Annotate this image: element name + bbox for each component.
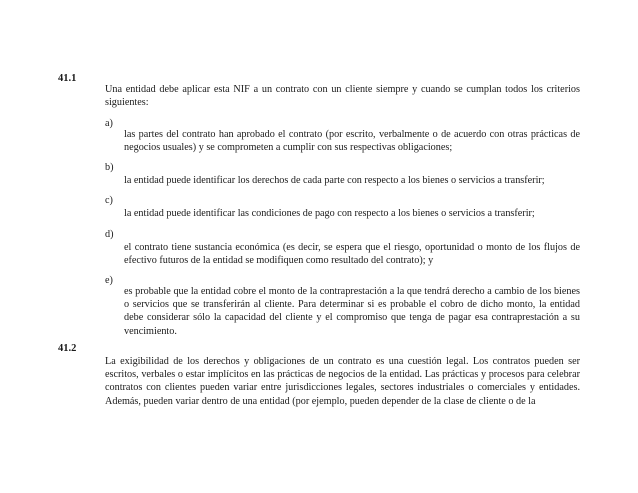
item-d-text: el contrato tiene sustancia económica (es decir, se espera que el riesgo, oportunidad o monto de los flujos de efectivo futuros de la entidad se modifiquen como resultado del contrato); y [124, 242, 580, 267]
section-number-41-1: 41.1 [58, 73, 77, 84]
section-41-2-text: La exigibilidad de los derechos y obligaciones de un contrato es una cuestión legal. Los contratos pueden ser escritos, verbales o estar implícitos en las prácticas de negocios de la entidad. Las prácticas y procesos para celebrar contratos con clientes pueden variar entre jurisdicciones legales, sectores industriales o comerciales y entidades. Además, pueden variar dentro de una entidad (por ejemplo, pueden depender de la clase de cliente o de la [105, 356, 580, 407]
section-41-1-intro: Una entidad debe aplicar esta NIF a un contrato con un cliente siempre y cuando se cumplan todos los criterios siguientes: [105, 84, 580, 109]
item-a-label: a) [105, 118, 113, 129]
item-b-text: la entidad puede identificar los derechos de cada parte con respecto a los bienes o servicios a transferir; [124, 175, 545, 186]
item-a-text: las partes del contrato han aprobado el contrato (por escrito, verbalmente o de acuerdo con otras prácticas de negocios usuales) y se comprometen a cumplir con sus respectivas obligaciones; [124, 129, 580, 154]
item-c-text: la entidad puede identificar las condiciones de pago con respecto a los bienes o servicios a transferir; [124, 208, 535, 219]
item-e-label: e) [105, 275, 113, 286]
item-c-label: c) [105, 195, 113, 206]
item-e-text: es probable que la entidad cobre el monto de la contraprestación a la que tendrá derecho a cambio de los bienes o servicios que se transferirán al cliente. Para determinar si es probable el cobro de dicho monto, la entidad debe considerar sólo la capacidad del cliente y el compromiso que tenga de pagar esa contraprestación a su vencimiento. [124, 286, 580, 337]
section-number-41-2: 41.2 [58, 343, 77, 354]
item-d-label: d) [105, 229, 114, 240]
item-b-label: b) [105, 162, 114, 173]
